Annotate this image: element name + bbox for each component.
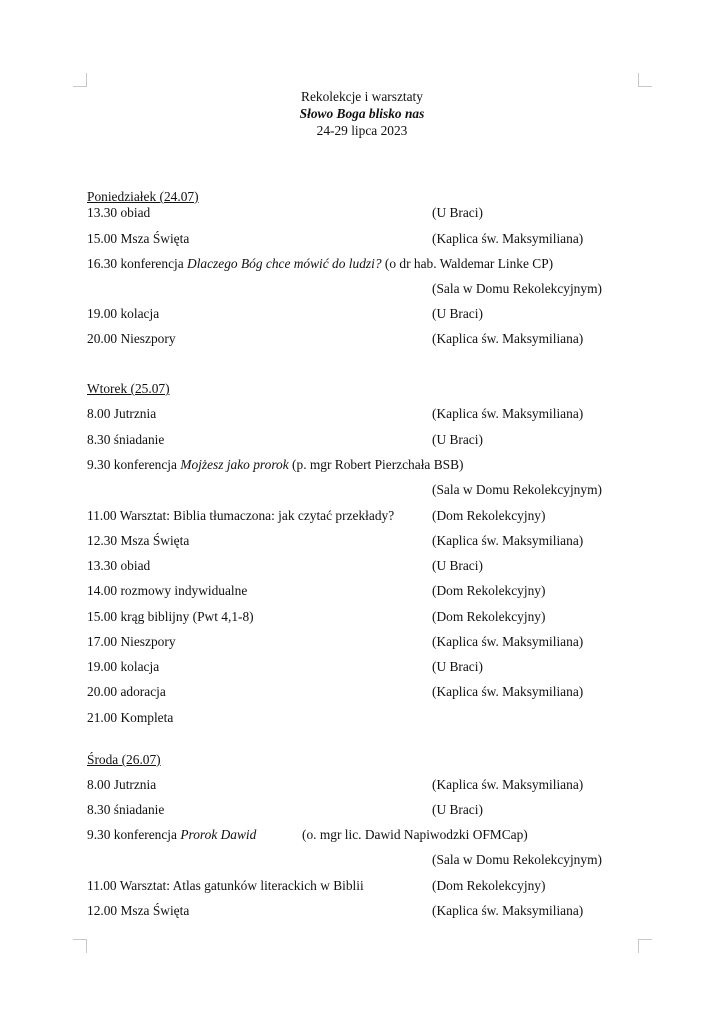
schedule-location: (Kaplica św. Maksymiliana) [432,406,584,421]
schedule-item: 13.30 obiad [87,558,151,573]
day-heading: Wtorek (25.07) [87,381,170,396]
schedule-location: (U Braci) [432,432,483,447]
schedule-item: 20.00 Nieszpory [87,331,176,346]
schedule-location: (Sala w Domu Rekolekcyjnym) [432,482,602,497]
conference-title: Mojżesz jako prorok [180,457,289,472]
schedule-location: (Kaplica św. Maksymiliana) [432,634,584,649]
schedule-location: (Sala w Domu Rekolekcyjnym) [432,852,602,867]
schedule-item [87,256,553,272]
corner-mark-bottom-right [638,939,652,953]
schedule-location: (U Braci) [432,659,483,674]
item-text: 9.30 konferencja [87,457,181,472]
item-text: 16.30 konferencja [87,256,188,271]
schedule-location: (Kaplica św. Maksymiliana) [432,903,584,918]
schedule-item: 19.00 kolacja [87,306,160,321]
schedule-item: 15.00 Msza Święta [87,231,190,246]
schedule-item: 11.00 Warsztat: Atlas gatunków literackich w Biblii [87,878,364,893]
title-dates: 24-29 lipca 2023 [316,123,408,138]
speaker: (p. mgr Robert Pierzchała BSB) [288,457,464,472]
schedule-item: 15.00 krąg biblijny (Pwt 4,1-8) [87,609,254,624]
schedule-location: (U Braci) [432,802,483,817]
schedule-location: (Sala w Domu Rekolekcyjnym) [432,281,602,296]
schedule-item [87,827,256,843]
title-line-2: Słowo Boga blisko nas [299,106,425,121]
corner-mark-top-left [73,73,87,87]
conference-title: Dlaczego Bóg chce mówić do ludzi? [187,256,382,271]
schedule-item: 8.30 śniadanie [87,802,165,817]
speaker: (o dr hab. Waldemar Linke CP) [381,256,554,271]
conference-title: Prorok Dawid [180,827,257,842]
schedule-item: 12.30 Msza Święta [87,533,190,548]
document-title [0,88,724,139]
schedule-item: 8.00 Jutrznia [87,777,157,792]
schedule-item: 21.00 Kompleta [87,710,174,725]
corner-mark-bottom-left [73,939,87,953]
day-heading: Poniedziałek (24.07) [87,189,199,204]
schedule-location: (U Braci) [432,205,483,220]
schedule-item: 13.30 obiad [87,205,151,220]
schedule-location: (Kaplica św. Maksymiliana) [432,777,584,792]
day-heading: Środa (26.07) [87,752,161,767]
schedule-location: (Dom Rekolekcyjny) [432,878,546,893]
schedule-item: 14.00 rozmowy indywidualne [87,583,248,598]
schedule-location: (Dom Rekolekcyjny) [432,508,546,523]
schedule-item: 12.00 Msza Święta [87,903,190,918]
schedule-item: 19.00 kolacja [87,659,160,674]
schedule-item: 8.30 śniadanie [87,432,165,447]
schedule-location: (Kaplica św. Maksymiliana) [432,533,584,548]
title-line-1: Rekolekcje i warsztaty [301,89,423,104]
schedule-item [87,457,463,473]
schedule-item: 17.00 Nieszpory [87,634,176,649]
item-text: 9.30 konferencja [87,827,181,842]
schedule-location: (Kaplica św. Maksymiliana) [432,231,584,246]
schedule-location: (Dom Rekolekcyjny) [432,583,546,598]
schedule-location: (U Braci) [432,306,483,321]
schedule-item: 8.00 Jutrznia [87,406,157,421]
speaker: (o. mgr lic. Dawid Napiwodzki OFMCap) [302,827,528,842]
schedule-location: (Kaplica św. Maksymiliana) [432,331,584,346]
schedule-item: 11.00 Warsztat: Biblia tłumaczona: jak czytać przekłady? [87,508,395,523]
schedule-location: (Kaplica św. Maksymiliana) [432,684,584,699]
corner-mark-top-right [638,73,652,87]
schedule-item: 20.00 adoracja [87,684,166,699]
schedule-location: (U Braci) [432,558,483,573]
schedule-location: (Dom Rekolekcyjny) [432,609,546,624]
